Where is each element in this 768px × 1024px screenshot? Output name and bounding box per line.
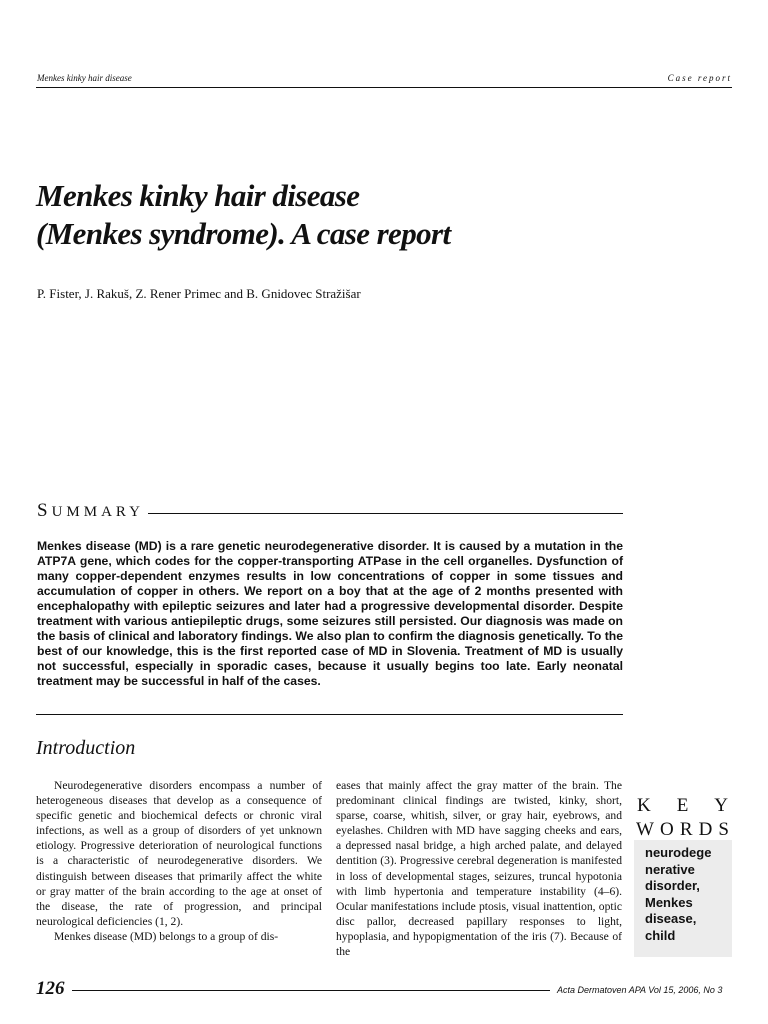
keywords-heading-letter: R: [679, 819, 695, 840]
keywords-heading-line-2: [634, 818, 732, 842]
keywords-heading-line-1: [634, 794, 732, 818]
keyword-item: child: [645, 927, 676, 943]
article-title: [36, 177, 596, 253]
header-rule: [36, 87, 732, 88]
author-list: P. Fister, J. Rakuš, Z. Rener Primec and B. Gnidovec Stražišar: [37, 286, 361, 301]
body-paragraph: Neurodegenerative disorders encompass a number of heterogeneous diseases that develop as a consequence of specific genetic and biochemical defects or chronic viral infections, as well as a group of disorders of yet unknown etiology. Progressive deterioration of neurological functions is a characteristic of neurodegenerative disorders. We distinguish between diseases that primarily affect the white or gray matter of the brain according to the age at onset of the disease, the rate of progression, and principal neurological deficiencies (1, 2).: [36, 779, 322, 928]
keywords-list: [645, 845, 731, 944]
body-paragraph: Menkes disease (MD) belongs to a group of dis-: [54, 929, 279, 943]
article-title-line-2: (Menkes syndrome). A case report: [36, 216, 451, 251]
keywords-heading-letter: Y: [714, 795, 730, 816]
running-header-section: Case report: [667, 73, 732, 83]
summary-heading-rule: [148, 513, 623, 514]
keywords-heading-letter: E: [676, 795, 691, 816]
keywords-heading-letter: S: [718, 819, 731, 840]
body-column-left: [36, 778, 322, 944]
summary-heading-rest: UMMARY: [51, 504, 144, 520]
keywords-heading-letter: D: [698, 819, 715, 840]
keywords-heading-letter: W: [636, 819, 656, 840]
running-header-title: Menkes kinky hair disease: [37, 73, 132, 83]
article-title-line-1: Menkes kinky hair disease: [36, 178, 360, 213]
summary-heading-initial: S: [37, 500, 52, 521]
body-paragraph: eases that mainly affect the gray matter of the brain. The predominant clinical findings are twisted, kinky, short, sparse, coarse, whitish, silver, or gray hair, eyebrows, and eyelashes. Children with MD have sagging cheeks and ears, a depressed nasal bridge, a high arched palate, and delayed dentition (3). Progressive cerebral degeneration is manifested in loss of developmental stages, seizures, truncal hypotonia with limb hypertonia and temperature instability (4–6). Ocular manifestations include ptosis, visual inattention, optic disc pallor, decreased papillary responses to light, hypoplasia, and hypopigmentation of the iris (7). Because of the: [336, 779, 622, 959]
page-number: 126: [36, 978, 65, 999]
summary-abstract: Menkes disease (MD) is a rare genetic neurodegenerative disorder. It is caused by a mutation in the ATP7A gene, which codes for the copper-transporting ATPase in the cell organelles. Dysfunction of many copper-dependent enzymes results in low concentrations of copper in some tissues and accumulation of copper in others. We report on a boy that at the age of 2 months presented with encephalopathy with epileptic seizures and later had a progressive developmental disorder. Despite treatment with various antiepileptic drugs, some seizures still persisted. Our diagnosis was made on the basis of clinical and laboratory findings. We also plan to confirm the diagnosis genetically. To the best of our knowledge, this is the first reported case of MD in Slovenia. Treatment of MD is usually not successful, especially in sporadic cases, because it usually begins too late. Early neonatal treatment may be successful in half of the cases.: [37, 539, 623, 688]
body-column-right: [336, 778, 622, 959]
keywords-heading-letter: O: [660, 819, 676, 840]
summary-bottom-rule: [36, 714, 623, 715]
keywords-heading-letter: K: [637, 795, 653, 816]
introduction-heading: Introduction: [36, 737, 136, 759]
summary-heading: [37, 500, 144, 522]
journal-citation: Acta Dermatoven APA Vol 15, 2006, No 3: [557, 985, 723, 995]
keyword-item: Menkes disease,: [645, 894, 697, 926]
keyword-item: neurodege nerative disorder,: [645, 845, 712, 893]
keywords-heading: [634, 794, 732, 842]
footer-rule: [72, 990, 550, 991]
